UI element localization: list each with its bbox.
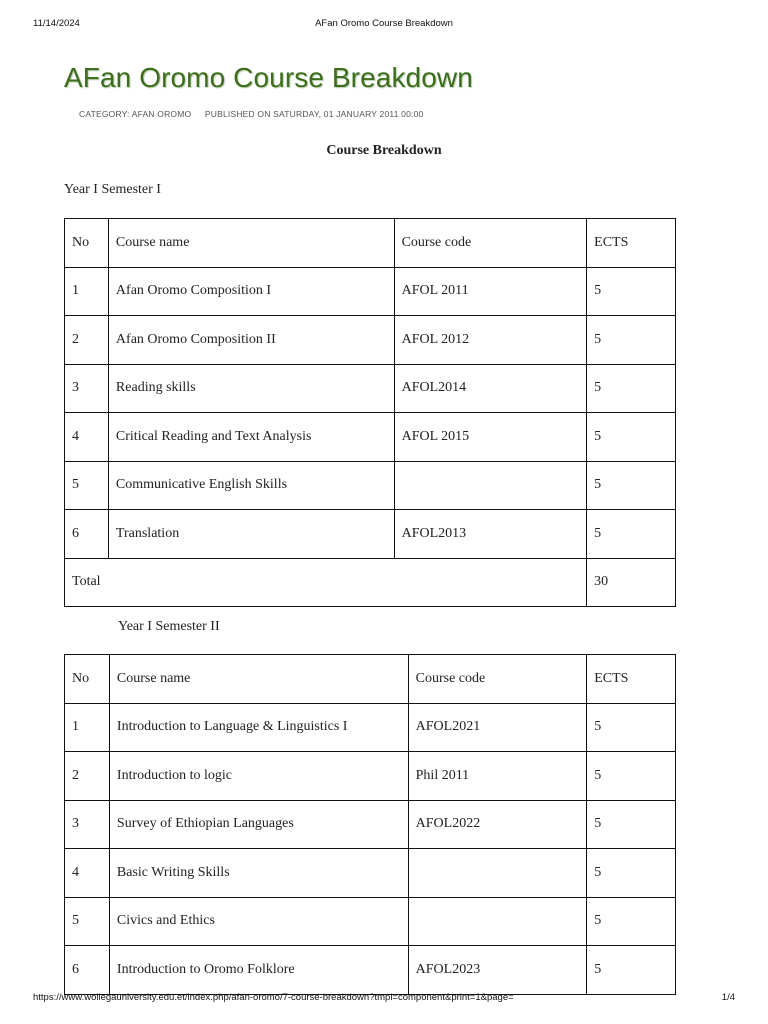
- table-row: [65, 413, 676, 462]
- table-row: [65, 461, 676, 510]
- cell-course-code: AFOL2021: [408, 703, 587, 752]
- cell-course-code: AFOL 2012: [394, 316, 587, 365]
- cell-ects: 5: [587, 897, 676, 946]
- table-header-row: [65, 655, 676, 704]
- cell-course-name: Translation: [108, 510, 394, 559]
- header-course-name: Course name: [108, 219, 394, 268]
- header-course-code: Course code: [408, 655, 587, 704]
- cell-ects: 5: [587, 461, 676, 510]
- cell-no: 1: [65, 703, 110, 752]
- cell-course-name: Introduction to Oromo Folklore: [109, 946, 408, 995]
- header-ects: ECTS: [587, 219, 676, 268]
- cell-course-code: AFOL2013: [394, 510, 587, 559]
- header-no: No: [65, 655, 110, 704]
- cell-course-name: Reading skills: [108, 364, 394, 413]
- table-row: [65, 267, 676, 316]
- cell-ects: 5: [587, 946, 676, 995]
- cell-course-name: Critical Reading and Text Analysis: [108, 413, 394, 462]
- cell-course-name: Afan Oromo Composition I: [108, 267, 394, 316]
- cell-ects: 5: [587, 752, 676, 801]
- header-ects: ECTS: [587, 655, 676, 704]
- cell-course-name: Introduction to Language & Linguistics I: [109, 703, 408, 752]
- print-date: 11/14/2024: [33, 18, 80, 29]
- cell-ects: 5: [587, 800, 676, 849]
- header-course-name: Course name: [109, 655, 408, 704]
- table-row: [65, 364, 676, 413]
- page-url: https://www.wollegauniversity.edu.et/index.php/afan-oromo/7-course-breakdown?tmpl=component&print=1&page=: [33, 992, 514, 1003]
- print-title: AFan Oromo Course Breakdown: [315, 18, 453, 29]
- section-heading: Course Breakdown: [326, 143, 442, 158]
- total-label: Total: [65, 558, 587, 607]
- cell-ects: 5: [587, 267, 676, 316]
- article-published-date: PUBLISHED ON SATURDAY, 01 JANUARY 2011 00:00: [204, 109, 424, 119]
- cell-ects: 5: [587, 703, 676, 752]
- table-row: [65, 849, 676, 898]
- article-category: CATEGORY: AFAN OROMO: [79, 109, 192, 119]
- cell-no: 5: [65, 461, 109, 510]
- cell-no: 5: [65, 897, 110, 946]
- cell-course-code: [408, 849, 587, 898]
- table-row: [65, 510, 676, 559]
- semester-1-label: Year I Semester I: [64, 182, 161, 197]
- table-row: [65, 703, 676, 752]
- semester-2-table: [64, 654, 676, 995]
- cell-course-code: AFOL2014: [394, 364, 587, 413]
- cell-ects: 5: [587, 364, 676, 413]
- cell-no: 4: [65, 413, 109, 462]
- semester-2-label: Year I Semester II: [118, 619, 220, 634]
- cell-ects: 5: [587, 413, 676, 462]
- table-row: [65, 800, 676, 849]
- cell-course-name: Introduction to logic: [109, 752, 408, 801]
- table-row: [65, 946, 676, 995]
- header-course-code: Course code: [394, 219, 587, 268]
- cell-no: 4: [65, 849, 110, 898]
- header-no: No: [65, 219, 109, 268]
- table-header-row: [65, 219, 676, 268]
- cell-ects: 5: [587, 849, 676, 898]
- cell-no: 2: [65, 316, 109, 365]
- article-meta: [79, 109, 423, 119]
- cell-course-name: Basic Writing Skills: [109, 849, 408, 898]
- cell-no: 2: [65, 752, 110, 801]
- cell-course-code: Phil 2011: [408, 752, 587, 801]
- cell-no: 1: [65, 267, 109, 316]
- cell-course-code: AFOL2022: [408, 800, 587, 849]
- table-row: [65, 897, 676, 946]
- cell-course-code: AFOL 2015: [394, 413, 587, 462]
- total-ects: 30: [587, 558, 676, 607]
- cell-no: 6: [65, 510, 109, 559]
- cell-course-name: Civics and Ethics: [109, 897, 408, 946]
- page-title: AFan Oromo Course Breakdown: [64, 62, 473, 93]
- cell-course-name: Afan Oromo Composition II: [108, 316, 394, 365]
- semester-1-table: [64, 218, 676, 607]
- cell-course-code: AFOL 2011: [394, 267, 587, 316]
- cell-no: 3: [65, 364, 109, 413]
- table-row: [65, 752, 676, 801]
- table-total-row: [65, 558, 676, 607]
- cell-no: 6: [65, 946, 110, 995]
- table-row: [65, 316, 676, 365]
- cell-course-code: AFOL2023: [408, 946, 587, 995]
- cell-course-code: [408, 897, 587, 946]
- cell-course-code: [394, 461, 587, 510]
- page-number: 1/4: [721, 992, 735, 1003]
- cell-course-name: Communicative English Skills: [108, 461, 394, 510]
- cell-course-name: Survey of Ethiopian Languages: [109, 800, 408, 849]
- cell-no: 3: [65, 800, 110, 849]
- cell-ects: 5: [587, 316, 676, 365]
- cell-ects: 5: [587, 510, 676, 559]
